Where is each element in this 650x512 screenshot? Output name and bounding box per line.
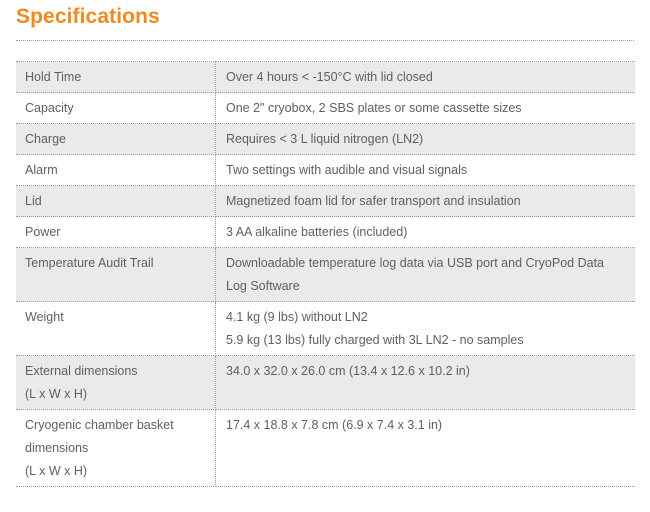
spec-value-line: Downloadable temperature log data via USB port and CryoPod Data (226, 256, 604, 270)
spec-label-line: Lid (25, 194, 42, 208)
spec-row-alarm (16, 155, 635, 186)
spec-row-charge (16, 124, 635, 155)
spec-value-line: Magnetized foam lid for safer transport and insulation (226, 194, 521, 208)
spec-label-line: (L x W x H) (25, 464, 88, 478)
spec-value-line: Over 4 hours < -150°C with lid closed (226, 70, 433, 84)
spec-value (216, 62, 636, 93)
spec-label-line: Hold Time (25, 70, 82, 84)
spec-label-line: dimensions (25, 441, 89, 455)
spec-value (216, 186, 636, 217)
spec-label-line: Power (25, 225, 61, 239)
spec-row-weight (16, 302, 635, 356)
page-title: Specifications (16, 5, 160, 28)
spec-row-capacity (16, 93, 635, 124)
spec-label-line: Temperature Audit Trail (25, 256, 154, 270)
spec-label (16, 62, 216, 93)
spec-value-line: Two settings with audible and visual signals (226, 163, 468, 177)
specifications-table (16, 61, 635, 487)
spec-value-line: Log Software (226, 279, 300, 293)
spec-row-temperature-audit-trail (16, 248, 635, 302)
spec-label (16, 302, 216, 356)
spec-row-lid (16, 186, 635, 217)
spec-value (216, 155, 636, 186)
spec-value-line: 4.1 kg (9 lbs) without LN2 (226, 310, 368, 324)
spec-value (216, 356, 636, 410)
spec-label (16, 124, 216, 155)
spec-row-external-dimensions (16, 356, 635, 410)
spec-value-line: 5.9 kg (13 lbs) fully charged with 3L LN2 - no samples (226, 333, 524, 347)
spec-row-power (16, 217, 635, 248)
spec-value-line: Requires < 3 L liquid nitrogen (LN2) (226, 132, 424, 146)
spec-value (216, 217, 636, 248)
spec-label-line: External dimensions (25, 364, 138, 378)
spec-value-line: One 2" cryobox, 2 SBS plates or some cassette sizes (226, 101, 522, 115)
spec-label-line: Charge (25, 132, 66, 146)
spec-value (216, 124, 636, 155)
spec-label (16, 186, 216, 217)
spec-value (216, 410, 636, 487)
spec-label (16, 356, 216, 410)
spec-label-line: Weight (25, 310, 64, 324)
spec-label (16, 93, 216, 124)
spec-value (216, 248, 636, 302)
spec-value-line: 34.0 x 32.0 x 26.0 cm (13.4 x 12.6 x 10.2 in) (226, 364, 470, 378)
spec-label-line: (L x W x H) (25, 387, 88, 401)
spec-value (216, 302, 636, 356)
spec-label (16, 217, 216, 248)
spec-value-line: 3 AA alkaline batteries (included) (226, 225, 408, 239)
title-divider (16, 40, 634, 41)
spec-label-line: Alarm (25, 163, 58, 177)
spec-label (16, 248, 216, 302)
spec-label (16, 155, 216, 186)
spec-row-hold-time (16, 62, 635, 93)
spec-value (216, 93, 636, 124)
spec-label-line: Capacity (25, 101, 74, 115)
spec-label-line: Cryogenic chamber basket (25, 418, 174, 432)
spec-label (16, 410, 216, 487)
spec-value-line: 17.4 x 18.8 x 7.8 cm (6.9 x 7.4 x 3.1 in) (226, 418, 443, 432)
spec-row-chamber-basket-dimensions (16, 410, 635, 487)
